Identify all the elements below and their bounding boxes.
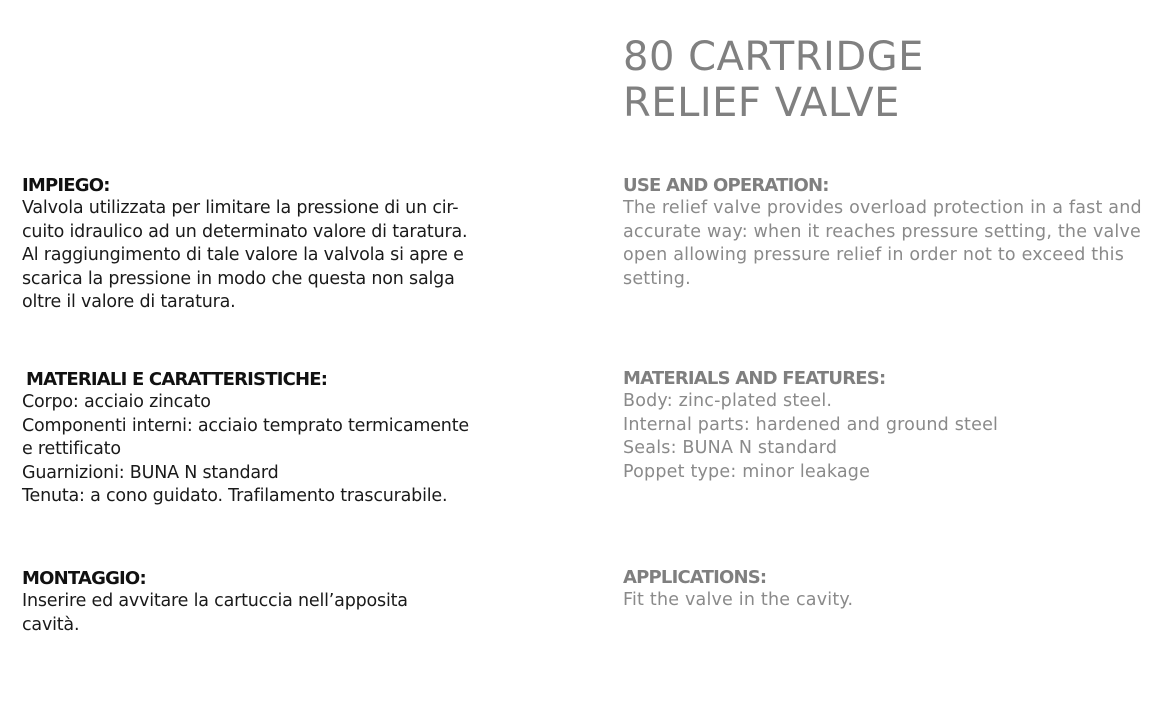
section-body xyxy=(623,390,1123,484)
body-line: cavità. xyxy=(22,614,80,635)
section-body xyxy=(623,197,1142,291)
body-line: setting. xyxy=(623,268,691,289)
body-line: oltre il valore di taratura. xyxy=(22,292,236,312)
section-impiego xyxy=(22,175,522,315)
title-line-2: RELIEF VALVE xyxy=(623,80,900,126)
section-heading: MATERIALS AND FEATURES: xyxy=(623,368,886,389)
body-line: The relief valve provides overload protection in a fast and xyxy=(623,198,1142,218)
section-body xyxy=(22,590,522,637)
body-line: Valvola utilizzata per limitare la pressione di un cir- xyxy=(22,198,459,218)
body-line: Body: zinc-plated steel. xyxy=(623,391,833,411)
section-body xyxy=(22,391,526,509)
section-applications xyxy=(623,567,1123,613)
section-body xyxy=(22,197,522,315)
body-line: e rettificato xyxy=(22,439,121,459)
section-body xyxy=(623,589,1123,613)
body-line: Guarnizioni: BUNA N standard xyxy=(22,462,279,483)
body-line: Poppet type: minor leakage xyxy=(623,461,871,482)
body-line: Corpo: acciaio zincato xyxy=(22,392,211,412)
body-line: Al raggiungimento di tale valore la valvola si apre e xyxy=(22,245,464,265)
body-line: Componenti interni: acciaio temprato termicamente xyxy=(22,415,469,436)
body-line: Fit the valve in the cavity. xyxy=(623,590,854,610)
body-line: Seals: BUNA N standard xyxy=(623,438,838,458)
section-montaggio xyxy=(22,568,522,637)
section-heading: APPLICATIONS: xyxy=(623,567,767,588)
section-heading: MONTAGGIO: xyxy=(22,568,146,589)
section-materials-and-features xyxy=(623,368,1123,484)
section-use-and-operation xyxy=(623,175,1142,291)
section-heading: USE AND OPERATION: xyxy=(623,175,829,196)
section-heading: MATERIALI E CARATTERISTICHE: xyxy=(26,369,328,390)
page-title xyxy=(623,34,924,126)
body-line: Inserire ed avvitare la cartuccia nell’apposita xyxy=(22,591,408,611)
body-line: open allowing pressure relief in order not to exceed this xyxy=(623,245,1125,265)
body-line: Tenuta: a cono guidato. Trafilamento trascurabile. xyxy=(22,486,448,506)
body-line: accurate way: when it reaches pressure setting, the valve xyxy=(623,221,1142,242)
body-line: scarica la pressione in modo che questa non salga xyxy=(22,268,455,289)
title-line-1: 80 CARTRIDGE xyxy=(623,34,924,80)
body-line: Internal parts: hardened and ground steel xyxy=(623,414,999,435)
section-materiali xyxy=(22,369,526,509)
section-heading: IMPIEGO: xyxy=(22,175,110,196)
body-line: cuito idraulico ad un determinato valore di taratura. xyxy=(22,221,468,242)
